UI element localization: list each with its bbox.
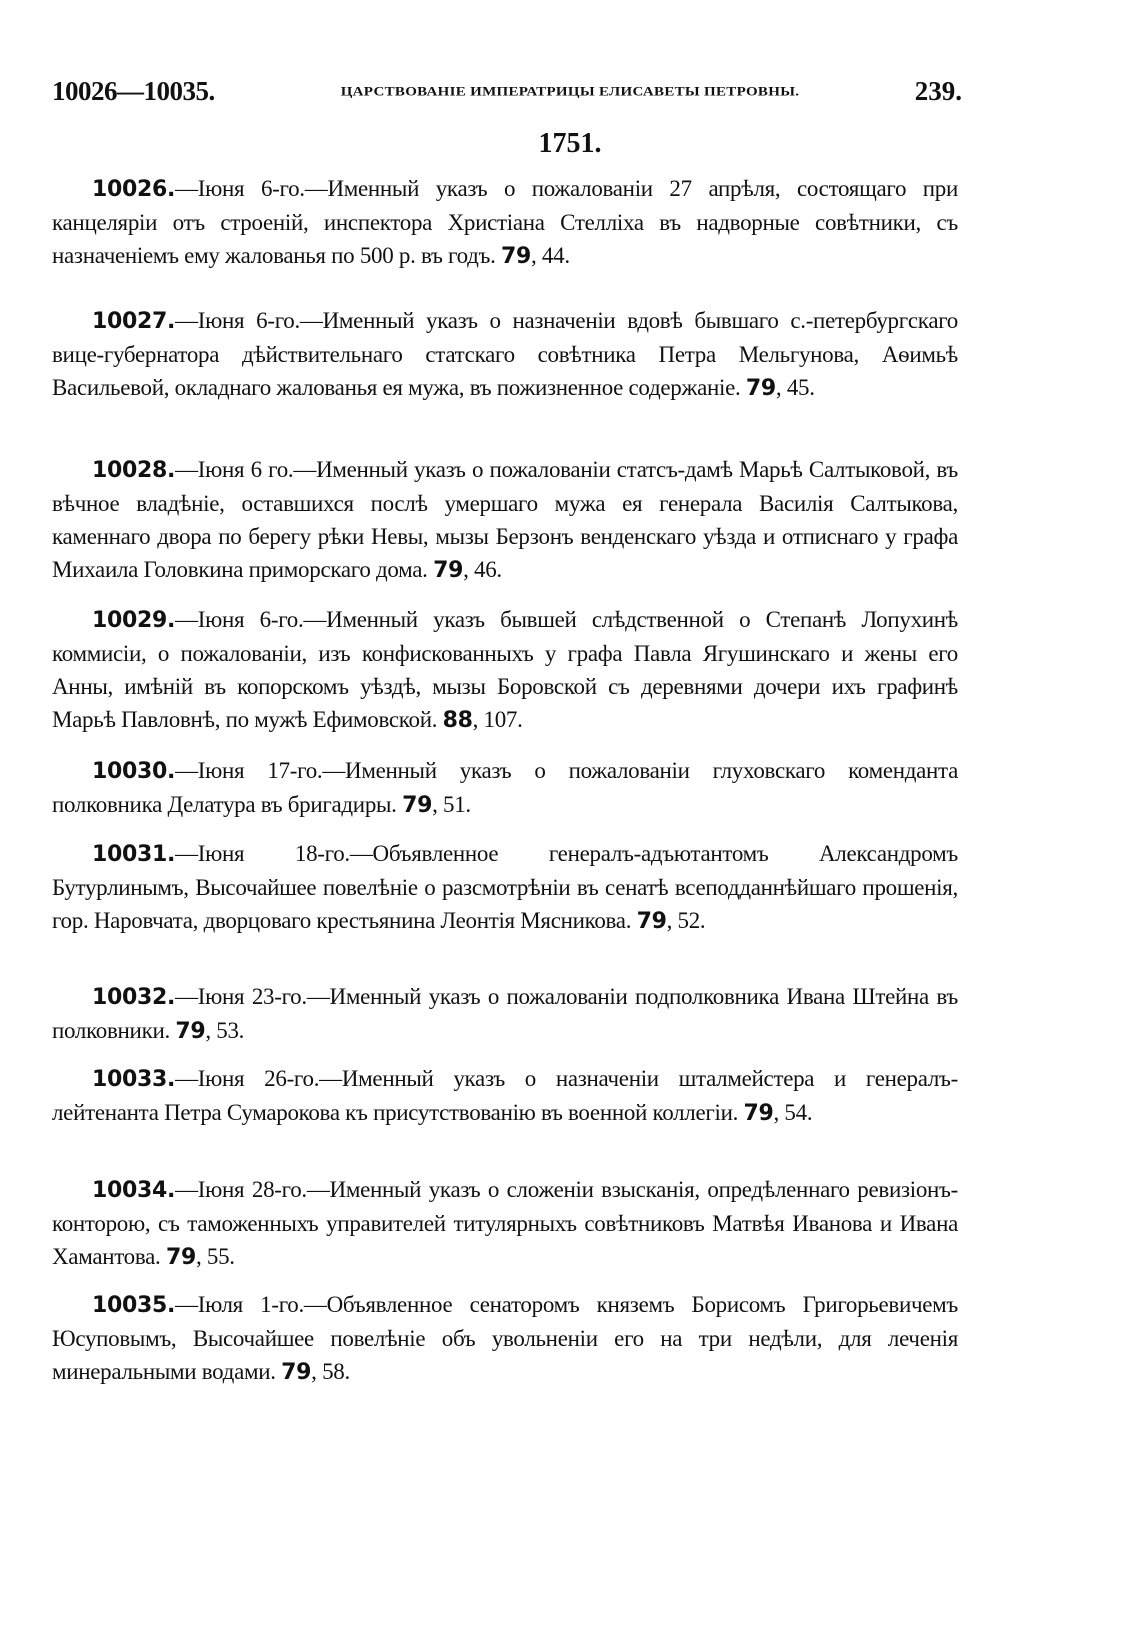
volume-reference: 79 [636, 909, 667, 934]
page-reference: , 46. [463, 557, 502, 582]
entry-text: —Іюня 23-го.—Именный указъ о пожалованіи подполковника Ивана Штейна въ полковники. [52, 984, 958, 1043]
volume-reference: 79 [745, 376, 776, 401]
page-reference: , 55. [195, 1244, 235, 1269]
volume-reference: 79 [165, 1245, 196, 1270]
entry-10026 [52, 172, 958, 273]
page-reference: , 54. [773, 1100, 813, 1125]
page-reference: , 52. [666, 908, 706, 933]
page-reference: , 44. [531, 243, 570, 268]
entry-10029 [52, 603, 958, 737]
volume-reference: 88 [442, 708, 473, 733]
page-reference: , 53. [205, 1018, 245, 1043]
volume-reference: 79 [402, 793, 433, 818]
entry-text: —Іюня 18-го.—Объявленное генералъ-адъютантомъ Александромъ Бутурлинымъ, Высочайшее повелѣніе о разсмотрѣніи въ сенатѣ всеподданнѣйшаго прошенія, гор. Наровчата, дворцоваго крестьянина Леонтія Мясникова. [52, 841, 958, 933]
entry-text: —Іюня 6-го.—Именный указъ бывшей слѣдственной о Степанѣ Лопухинѣ коммисіи, о пожалованіи, изъ конфискованныхъ у графа Павла Ягушинскаго и жены его Анны, имѣній въ копорскомъ уѣздѣ, мызы Боровской съ деревнями дочери ихъ графинѣ Марьѣ Павловнѣ, по мужѣ Ефимовской. [52, 607, 958, 732]
entry-text: —Іюля 1-го.—Объявленное сенаторомъ княземъ Борисомъ Григорьевичемъ Юсуповымъ, Высочайшее повелѣніе объ увольненіи его на три недѣли, для леченія минеральными водами. [52, 1292, 958, 1384]
entry-10033 [52, 1062, 958, 1130]
entry-text: —Іюня 17-го.—Именный указъ о пожалованіи глуховскаго коменданта полковника Делатура въ бригадиры. [52, 758, 958, 817]
entry-number: 10032. [92, 985, 176, 1010]
entry-number: 10029. [92, 608, 176, 633]
running-header [52, 76, 962, 116]
entry-number: 10027. [92, 309, 176, 334]
entry-10032 [52, 980, 958, 1048]
page-reference: , 58. [311, 1359, 350, 1384]
page-reference: , 107. [472, 707, 523, 732]
entry-10034 [52, 1173, 958, 1274]
entry-range: 10026—10035. [52, 76, 215, 106]
entry-number: 10031. [92, 842, 176, 867]
entry-text: —Іюня 6-го.—Именный указъ о пожалованіи 27 апрѣля, состоящаго при канцеляріи отъ строеній, инспектора Христіана Стелліха въ надворные совѣтники, съ назначеніемъ ему жалованья по 500 р. въ годъ. [52, 176, 958, 268]
volume-reference: 79 [501, 244, 532, 269]
entry-10031 [52, 837, 958, 938]
volume-reference: 79 [743, 1101, 774, 1126]
volume-reference: 79 [433, 558, 464, 583]
page-number: 239. [914, 76, 962, 106]
header-title: ЦАРСТВОВАНІЕ ИМПЕРАТРИЦЫ ЕЛИСАВЕТЫ ПЕТРОВНЫ. [340, 85, 800, 99]
entry-10028 [52, 453, 958, 587]
entry-10027 [52, 304, 958, 405]
entry-text: —Іюня 28-го.—Именный указъ о сложеніи взысканія, опредѣленнаго ревизіонъ-конторою, съ таможенныхъ управителей титулярныхъ совѣтниковъ Матвѣя Иванова и Ивана Хамантова. [52, 1177, 958, 1269]
entry-number: 10034. [92, 1178, 176, 1203]
entry-10030 [52, 754, 958, 822]
entry-number: 10033. [92, 1067, 176, 1092]
volume-reference: 79 [175, 1019, 206, 1044]
page-reference: , 45. [775, 375, 815, 400]
entry-text: —Іюня 6 го.—Именный указъ о пожалованіи статсъ-дамѣ Марьѣ Салтыковой, въ вѣчное владѣніе, оставшихся послѣ умершаго мужа ея генерала Василія Салтыкова, каменнаго двора по берегу рѣки Невы, мызы Берзонъ венденскаго уѣзда и отписнаго у графа Михаила Головкина приморскаго дома. [52, 457, 958, 582]
entry-text: —Іюня 26-го.—Именный указъ о назначеніи шталмейстера и генералъ-лейтенанта Петра Сумарокова къ присутствованію въ военной коллегіи. [52, 1066, 958, 1125]
entry-number: 10028. [92, 458, 176, 483]
page-reference: , 51. [432, 792, 471, 817]
entry-number: 10035. [92, 1293, 176, 1318]
year-heading: 1751. [538, 128, 602, 159]
volume-reference: 79 [281, 1360, 312, 1385]
entry-number: 10026. [92, 177, 176, 202]
entry-10035 [52, 1288, 958, 1389]
entry-number: 10030. [92, 759, 176, 784]
entry-text: —Іюня 6-го.—Именный указъ о назначеніи вдовѣ бывшаго с.-петербургскаго вице-губернатора дѣйствительнаго статскаго совѣтника Петра Мельгунова, Аѳимьѣ Васильевой, окладнаго жалованья ея мужа, въ пожизненное содержаніе. [52, 308, 958, 400]
